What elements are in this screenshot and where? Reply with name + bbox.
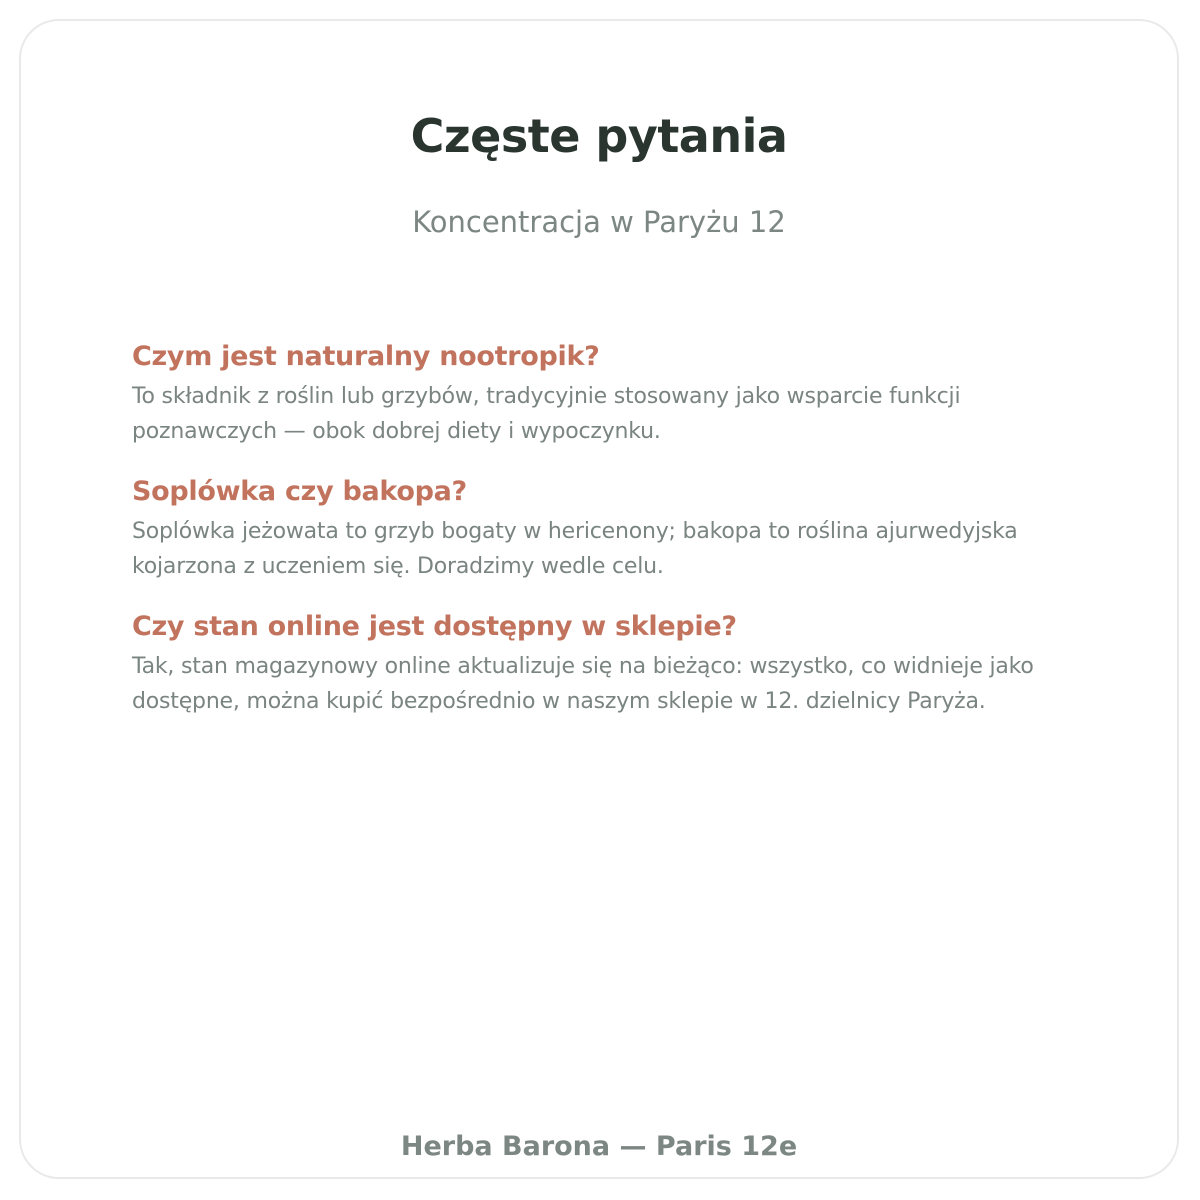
faq-item — [132, 609, 1112, 719]
faq-question: Soplówka czy bakopa? — [132, 476, 467, 507]
faq-item — [132, 474, 1112, 584]
footer-brand: Herba Barona — Paris 12e — [400, 1130, 798, 1162]
faq-list — [132, 339, 1112, 744]
faq-answer: Tak, stan magazynowy online aktualizuje się na bieżąco: wszystko, co widnieje jako dostępne, można kupić bezpośrednio w naszym sklepie w 12. dzielnicy Paryża. — [132, 654, 1034, 714]
faq-question: Czym jest naturalny nootropik? — [132, 341, 600, 372]
faq-item — [132, 339, 1112, 449]
page-title: Częste pytania — [410, 109, 788, 163]
faq-answer: Soplówka jeżowata to grzyb bogaty w hericenony; bakopa to roślina ajurwedyjska kojarzona z uczeniem się. Doradzimy wedle celu. — [132, 519, 1018, 579]
page-subtitle: Koncentracja w Paryżu 12 — [412, 205, 786, 239]
faq-card — [19, 19, 1179, 1179]
faq-answer: To składnik z roślin lub grzybów, tradycyjnie stosowany jako wsparcie funkcji poznawczych — obok dobrej diety i wypoczynku. — [132, 384, 961, 444]
faq-question: Czy stan online jest dostępny w sklepie? — [132, 611, 737, 642]
